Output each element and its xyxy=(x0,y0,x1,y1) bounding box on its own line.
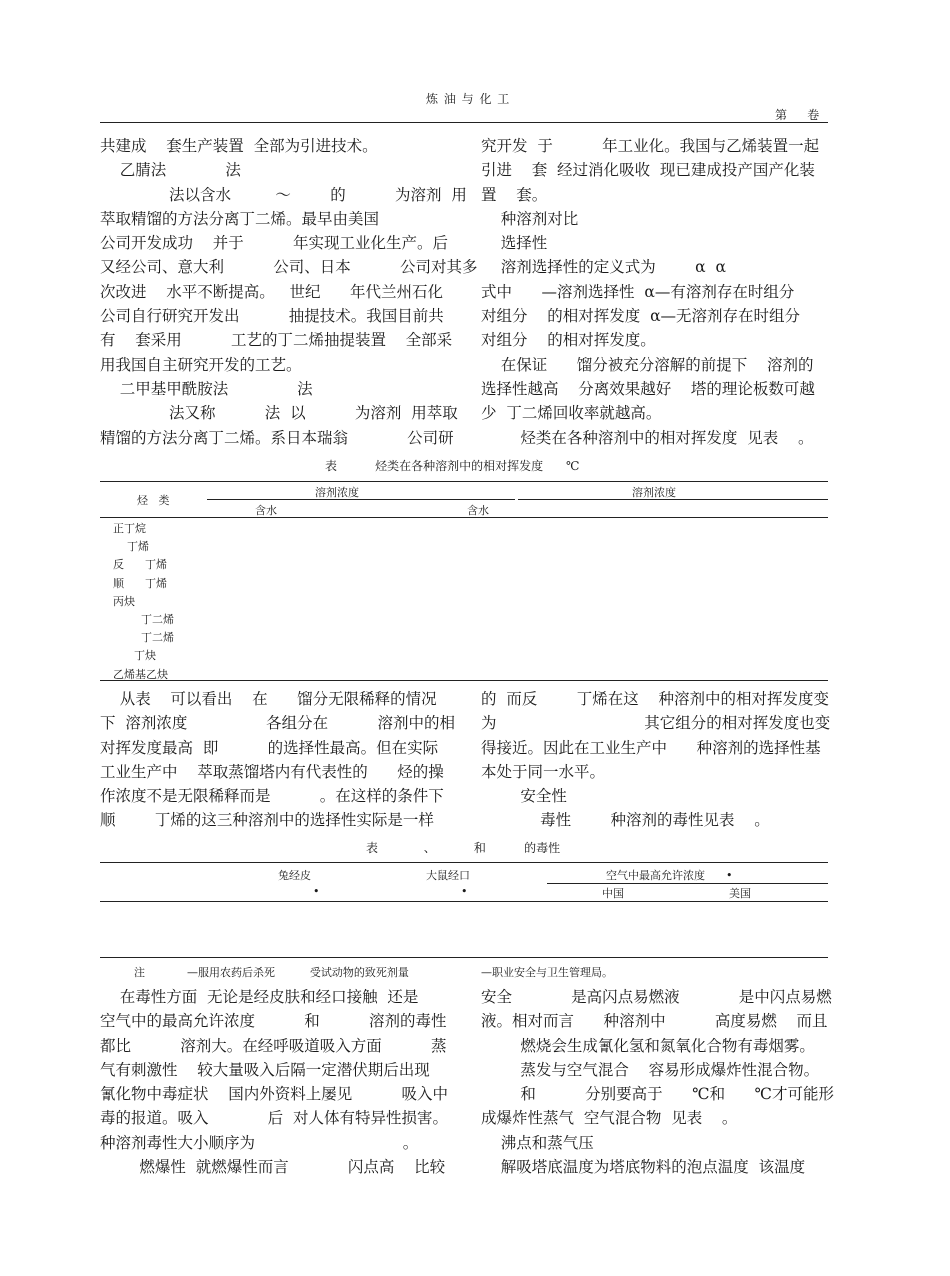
text-line: 引进 套 经过消化吸收 现已建成投产国产化装 xyxy=(481,161,815,180)
text-line: 对组分 的相对挥发度。 xyxy=(481,331,656,350)
table2-caption: 表 、 和 的毒性 xyxy=(366,841,561,855)
table1-row-label: 丁二烯 xyxy=(113,613,174,626)
text-line: 溶剂选择性的定义式为 α α xyxy=(481,258,726,277)
text-line: 二甲基甲酰胺法 法 xyxy=(100,379,313,398)
text-line: 从表 可以看出 在 馏分无限稀释的情况 xyxy=(100,690,437,708)
table2-unit-dot2: • xyxy=(461,885,468,898)
text-line: 和 分别要高于 ℃和 ℃才可能形 xyxy=(481,1085,834,1104)
table1-head-rule xyxy=(100,517,828,518)
text-line: 作浓度不是无限稀释而是 。在这样的条件下 xyxy=(100,787,444,806)
table1-group2-header: 溶剂浓度 xyxy=(632,486,676,499)
text-line: 公司开发成功 并于 年实现工业化生产。后 xyxy=(100,234,448,253)
text-line: 都比 溶剂大。在经呼吸道吸入方面 蒸 xyxy=(100,1036,447,1055)
text-line: 究开发 于 年工业化。我国与乙烯装置一起 xyxy=(481,137,820,155)
table1-row-label: 丙炔 xyxy=(113,594,135,608)
text-line: 法以含水 ～ 的 为溶剂 用 xyxy=(100,185,467,204)
text-line: 烃类在各种溶剂中的相对挥发度 见表 。 xyxy=(481,428,814,447)
table1-sub2-header: 含水 xyxy=(467,504,489,517)
middle-right-column xyxy=(481,687,831,833)
table1-group1-header: 溶剂浓度 xyxy=(315,486,359,499)
table1-sub1-header: 含水 xyxy=(255,504,277,517)
text-line: 少 丁二烯回收率就越高。 xyxy=(481,404,662,423)
table2-bottom-rule xyxy=(100,957,828,958)
lower-right-column xyxy=(481,985,834,1179)
text-line: 成爆炸性蒸气 空气混合物 见表 。 xyxy=(481,1109,738,1128)
journal-title: 炼 油 与 化 工 xyxy=(426,92,511,106)
text-line: 对挥发度最高 即 的选择性最高。但在实际 xyxy=(100,738,439,757)
text-line: 沸点和蒸气压 xyxy=(481,1133,594,1152)
text-line: 置 套。 xyxy=(481,185,548,204)
table2-top-rule xyxy=(100,862,828,863)
table-note-right: —职业安全与卫生管理局。 xyxy=(481,966,613,979)
text-line: 在保证 馏分被充分溶解的前提下 溶剂的 xyxy=(481,355,814,374)
text-line: 燃烧会生成氰化氢和氮氧化合物有毒烟雾。 xyxy=(481,1036,815,1055)
table1-row-label: 丁二烯 xyxy=(113,631,174,645)
text-line: 的 而反 丁烯在这 种溶剂中的相对挥发度变 xyxy=(481,690,829,708)
text-line: 安全 是高闪点易燃液 是中闪点易燃 xyxy=(481,988,832,1006)
text-line: 法又称 法 以 为溶剂 用萃取 xyxy=(100,404,458,423)
text-line: 顺 丁烯的这三种溶剂中的选择性实际是一样 xyxy=(100,811,434,830)
text-line: 下 溶剂浓度 各组分在 溶剂中的相 xyxy=(100,714,455,733)
table1-group2-rule xyxy=(518,499,828,500)
text-line: 对组分 的相对挥发度 α—无溶剂存在时组分 xyxy=(481,307,801,326)
table1-group1-rule xyxy=(207,499,515,500)
text-line: 式中 —溶剂选择性 α—有溶剂存在时组分 xyxy=(481,282,795,301)
table1-row-label: 反 丁烯 xyxy=(113,558,167,572)
text-line: 蒸发与空气混合 容易形成爆炸性混合物。 xyxy=(481,1060,820,1079)
table2-col-rat: 大鼠经口 xyxy=(426,869,470,882)
upper-left-column xyxy=(100,134,478,450)
volume-label: 第 卷 xyxy=(775,108,821,122)
text-line: 萃取精馏的方法分离丁二烯。最早由美国 xyxy=(100,209,380,228)
table-note-left: 注 —服用农药后杀死 受试动物的致死剂量 xyxy=(134,966,409,979)
text-line: 精馏的方法分离丁二烯。系日本瑞翁 公司研 xyxy=(100,428,454,447)
table2-col-usa: 美国 xyxy=(729,887,751,900)
table1-row-label: 乙烯基乙炔 xyxy=(113,667,168,681)
table1-top-rule xyxy=(100,481,828,482)
text-line: 安全性 xyxy=(481,787,567,806)
text-line: 燃爆性 就燃爆性而言 闪点高 比较 xyxy=(100,1158,446,1177)
table2-col-air: 空气中最高允许浓度 • xyxy=(606,869,733,882)
lower-left-column xyxy=(100,985,450,1179)
table2-head-rule xyxy=(100,901,828,902)
table2-col-china: 中国 xyxy=(602,887,624,900)
text-line: 有 套采用 工艺的丁二烯抽提装置 全部采 xyxy=(100,331,453,350)
table1-rowlabel-header: 烃 类 xyxy=(137,494,170,507)
text-line: 空气中的最高允许浓度 和 溶剂的毒性 xyxy=(100,1012,447,1031)
table1-caption: 表 烃类在各种溶剂中的相对挥发度 ℃ xyxy=(325,459,580,473)
text-line: 选择性 xyxy=(481,234,548,253)
text-line: 乙腈法 法 xyxy=(100,161,241,180)
text-line: 公司自行研究开发出 抽提技术。我国目前共 xyxy=(100,307,444,326)
text-line: 用我国自主研究开发的工艺。 xyxy=(100,355,302,374)
text-line: 共建成 套生产装置 全部为引进技术。 xyxy=(100,137,378,155)
text-line: 次改进 水平不断提高。 世纪 年代兰州石化 xyxy=(100,282,444,301)
table1-row-label: 丁烯 xyxy=(113,540,149,554)
table1-row-label: 顺 丁烯 xyxy=(113,576,167,590)
text-line: 氰化物中毒症状 国内外资料上屡见 吸入中 xyxy=(100,1085,448,1104)
text-line: 解吸塔底温度为塔底物料的泡点温度 该温度 xyxy=(481,1158,806,1177)
text-line: 种溶剂对比 xyxy=(481,209,579,228)
table1-bottom-rule xyxy=(100,680,828,681)
table1-row-label: 正丁烷 xyxy=(113,522,146,535)
table2-unit-dot1: • xyxy=(313,885,320,898)
text-line: 又经公司、意大利 公司、日本 公司对其多 xyxy=(100,258,478,277)
text-line: 本处于同一水平。 xyxy=(481,762,606,781)
table1-row-label: 丁炔 xyxy=(113,649,156,663)
text-line: 为 其它组分的相对挥发度也变 xyxy=(481,714,831,733)
text-line: 工业生产中 萃取蒸馏塔内有代表性的 烃的操 xyxy=(100,762,444,781)
header-rule xyxy=(100,122,828,123)
table2-air-rule xyxy=(547,883,828,884)
text-line: 液。相对而言 种溶剂中 高度易燃 而且 xyxy=(481,1012,828,1031)
text-line: 选择性越高 分离效果越好 塔的理论板数可越 xyxy=(481,379,815,398)
text-line: 种溶剂毒性大小顺序为 。 xyxy=(100,1133,419,1152)
text-line: 毒性 种溶剂的毒性见表 。 xyxy=(481,811,770,830)
text-line: 在毒性方面 无论是经皮肤和经口接触 还是 xyxy=(100,988,419,1006)
text-line: 气有刺激性 较大量吸入后隔一定潜伏期后出现 xyxy=(100,1060,430,1079)
text-line: 毒的报道。吸入 后 对人体有特异性损害。 xyxy=(100,1109,448,1128)
upper-right-column xyxy=(481,134,831,450)
table2-col-rabbit: 兔经皮 xyxy=(278,869,311,882)
middle-left-column xyxy=(100,687,455,833)
text-line: 得接近。因此在工业生产中 种溶剂的选择性基 xyxy=(481,738,821,757)
